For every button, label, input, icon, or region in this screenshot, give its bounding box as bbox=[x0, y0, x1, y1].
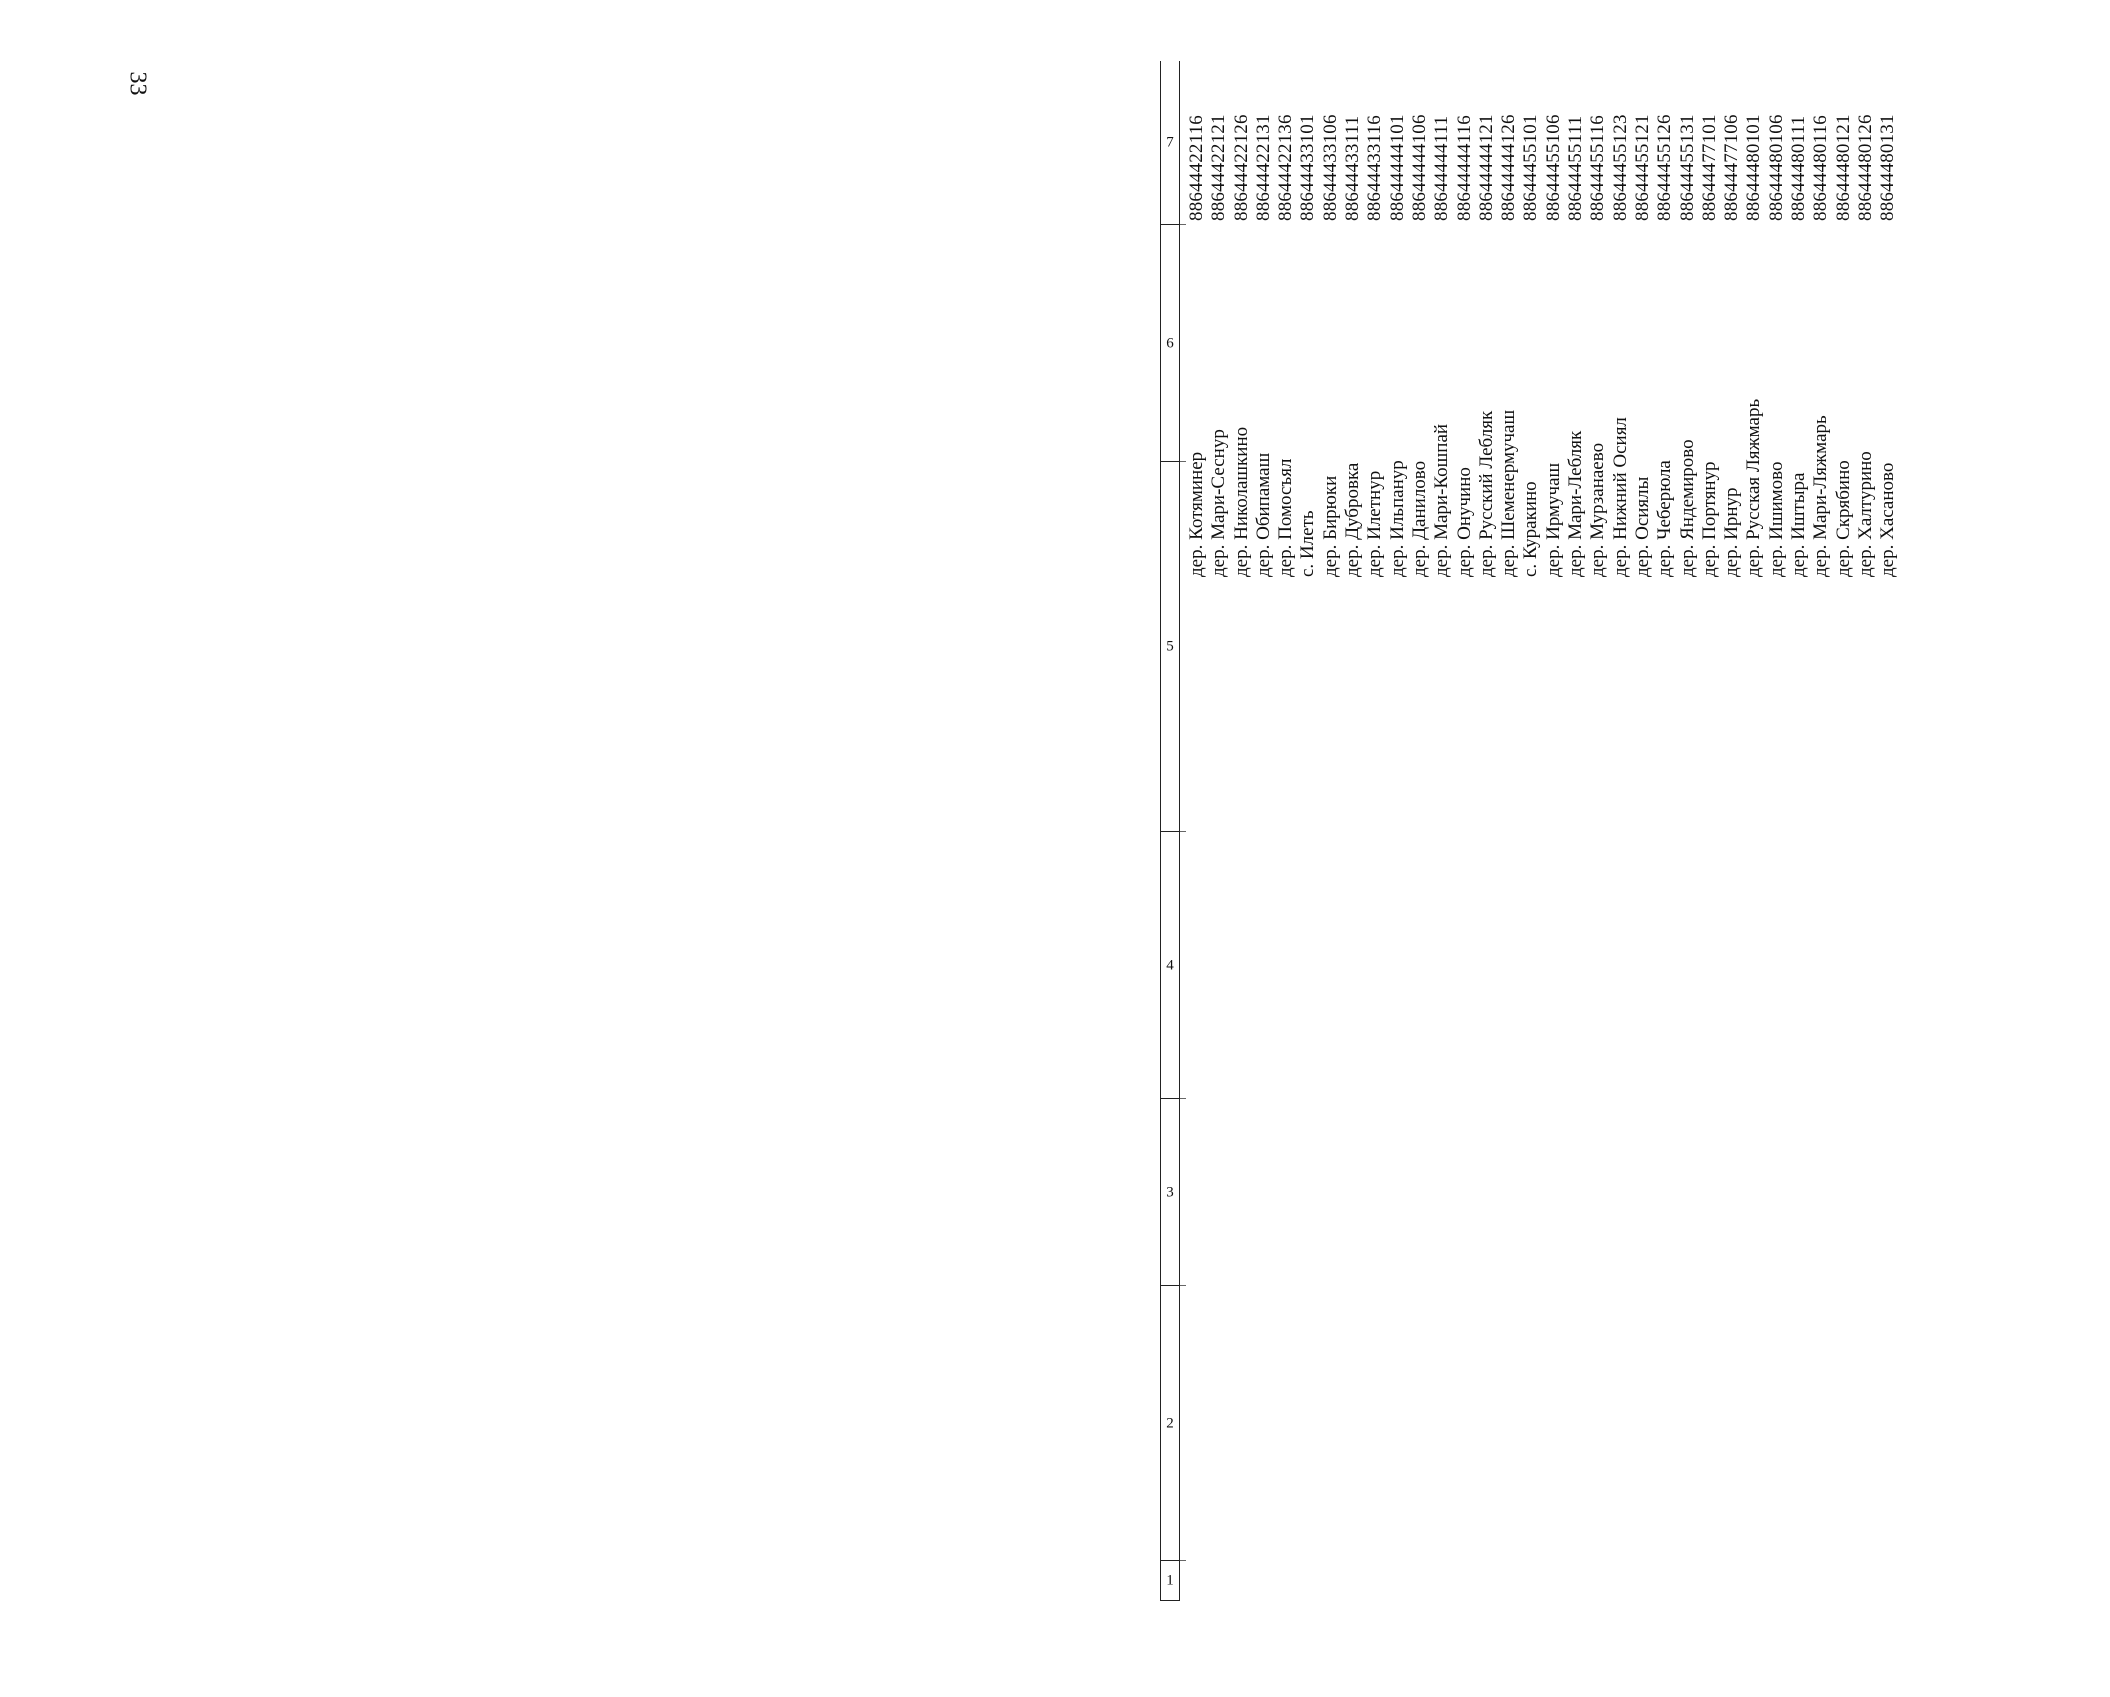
oktmo-code: 88644480106 bbox=[1765, 114, 1787, 221]
oktmo-code: 88644455111 bbox=[1565, 115, 1587, 221]
table-row bbox=[1208, 61, 1230, 1601]
oktmo-code: 88644455126 bbox=[1654, 114, 1676, 221]
settlement-name: дер. Дубровка bbox=[1342, 462, 1364, 577]
settlement-name: дер. Осиялы bbox=[1631, 476, 1653, 577]
oktmo-code: 88644444111 bbox=[1431, 115, 1453, 221]
settlement-name: дер. Обипамаш bbox=[1252, 452, 1274, 577]
settlements-table bbox=[1160, 61, 2110, 1601]
settlement-name: дер. Котяминер bbox=[1186, 451, 1207, 577]
oktmo-code: 88644455121 bbox=[1631, 114, 1653, 221]
settlement-name: дер. Нижний Осиял bbox=[1609, 417, 1631, 577]
settlement-name: дер. Данилово bbox=[1408, 460, 1430, 577]
settlement-name: дер. Мари-Сеснур bbox=[1208, 429, 1230, 577]
settlement-name: дер. Портянур bbox=[1698, 461, 1720, 577]
column-header-5: 5 bbox=[1161, 462, 1179, 832]
oktmo-code: 88644422126 bbox=[1230, 114, 1252, 221]
settlement-name: дер. Бирюки bbox=[1319, 475, 1341, 577]
settlement-name: дер. Мари-Ляжмарь bbox=[1810, 415, 1832, 577]
table-row bbox=[1810, 61, 1832, 1601]
settlement-name: дер. Ирнур bbox=[1721, 487, 1743, 577]
settlement-name: дер. Илетнур bbox=[1364, 470, 1386, 577]
settlement-name: дер. Николашкино bbox=[1230, 426, 1252, 577]
table-row bbox=[1297, 61, 1319, 1601]
table-row bbox=[1387, 61, 1409, 1601]
oktmo-code: 88644480116 bbox=[1810, 115, 1832, 221]
column-header-3: 3 bbox=[1161, 1099, 1179, 1286]
oktmo-code: 88644422136 bbox=[1275, 114, 1297, 221]
oktmo-code: 88644480126 bbox=[1854, 114, 1876, 221]
table-row bbox=[1877, 61, 1899, 1601]
oktmo-code: 88644480101 bbox=[1743, 114, 1765, 221]
table-row bbox=[1833, 61, 1855, 1601]
oktmo-code: 88644444116 bbox=[1453, 115, 1475, 221]
column-header-7: 7 bbox=[1161, 61, 1179, 225]
oktmo-code: 88644480131 bbox=[1877, 114, 1899, 221]
column-header-4: 4 bbox=[1161, 832, 1179, 1099]
settlement-name: дер. Мурзанаево bbox=[1587, 442, 1609, 577]
oktmo-code: 88644477101 bbox=[1698, 114, 1720, 221]
settlement-name: дер. Ирмучаш bbox=[1542, 462, 1564, 577]
settlement-name: дер. Халтурино bbox=[1854, 451, 1876, 577]
oktmo-code: 88644444121 bbox=[1475, 114, 1497, 221]
table-row bbox=[1186, 61, 1208, 1601]
oktmo-code: 88644455101 bbox=[1520, 114, 1542, 221]
settlement-name: дер. Мари-Кошпай bbox=[1431, 423, 1453, 577]
settlement-name: дер. Скрябино bbox=[1832, 460, 1854, 577]
table-row bbox=[1275, 61, 1297, 1601]
oktmo-code: 88644444101 bbox=[1386, 114, 1408, 221]
table-row bbox=[1677, 61, 1699, 1601]
table-row bbox=[1788, 61, 1810, 1601]
oktmo-code: 88644422131 bbox=[1252, 114, 1274, 221]
table-row bbox=[1699, 61, 1721, 1601]
table-row bbox=[1543, 61, 1565, 1601]
oktmo-code: 88644444126 bbox=[1498, 114, 1520, 221]
table-row bbox=[1320, 61, 1342, 1601]
settlement-name: дер. Ишимово bbox=[1765, 461, 1787, 577]
table-body bbox=[1186, 61, 1900, 1601]
table-row bbox=[1431, 61, 1453, 1601]
oktmo-code: 88644455116 bbox=[1587, 115, 1609, 221]
table-row bbox=[1855, 61, 1877, 1601]
settlement-name: дер. Иштыра bbox=[1788, 472, 1810, 577]
oktmo-code: 88644433106 bbox=[1319, 114, 1341, 221]
table-row bbox=[1342, 61, 1364, 1601]
oktmo-code: 88644455123 bbox=[1609, 114, 1631, 221]
column-header-2: 2 bbox=[1161, 1286, 1179, 1561]
table-row bbox=[1520, 61, 1542, 1601]
settlement-name: дер. Чеберюла bbox=[1654, 460, 1676, 577]
settlement-name: дер. Мари-Лебляк bbox=[1565, 430, 1587, 577]
table-row bbox=[1364, 61, 1386, 1601]
oktmo-code: 88644480121 bbox=[1832, 114, 1854, 221]
column-header-1: 1 bbox=[1161, 1561, 1179, 1601]
table-row bbox=[1409, 61, 1431, 1601]
settlement-name: дер. Хасаново bbox=[1877, 462, 1899, 577]
oktmo-code: 88644422116 bbox=[1186, 115, 1207, 221]
page-number: 33 bbox=[124, 71, 151, 96]
table-row bbox=[1565, 61, 1587, 1601]
oktmo-code: 88644455106 bbox=[1542, 114, 1564, 221]
oktmo-code: 88644455131 bbox=[1676, 114, 1698, 221]
table-row bbox=[1766, 61, 1788, 1601]
table-row bbox=[1743, 61, 1765, 1601]
table-row bbox=[1721, 61, 1743, 1601]
oktmo-code: 88644422121 bbox=[1208, 114, 1230, 221]
table-row bbox=[1454, 61, 1476, 1601]
column-header-6: 6 bbox=[1161, 225, 1179, 462]
table-row bbox=[1654, 61, 1676, 1601]
settlement-name: дер. Русский Лебляк bbox=[1475, 410, 1497, 577]
table-row bbox=[1610, 61, 1632, 1601]
settlement-name: с. Илеть bbox=[1297, 510, 1319, 577]
settlement-name: дер. Помосъял bbox=[1275, 458, 1297, 577]
settlement-name: дер. Ильпанур bbox=[1386, 460, 1408, 577]
table-header-row bbox=[1160, 61, 1180, 1601]
table-row bbox=[1498, 61, 1520, 1601]
settlement-name: дер. Русская Ляжмарь bbox=[1743, 398, 1765, 577]
oktmo-code: 88644477106 bbox=[1721, 114, 1743, 221]
oktmo-code: 88644433101 bbox=[1297, 114, 1319, 221]
oktmo-code: 88644444106 bbox=[1408, 114, 1430, 221]
table-row bbox=[1587, 61, 1609, 1601]
settlement-name: дер. Шеменермучаш bbox=[1498, 409, 1520, 577]
table-row bbox=[1231, 61, 1253, 1601]
settlement-name: с. Куракино bbox=[1520, 481, 1542, 577]
oktmo-code: 88644480111 bbox=[1788, 115, 1810, 221]
oktmo-code: 88644433116 bbox=[1364, 115, 1386, 221]
settlement-name: дер. Онучино bbox=[1453, 467, 1475, 577]
table-row bbox=[1253, 61, 1275, 1601]
settlement-name: дер. Яндемирово bbox=[1676, 439, 1698, 577]
table-row bbox=[1476, 61, 1498, 1601]
table-row bbox=[1632, 61, 1654, 1601]
oktmo-code: 88644433111 bbox=[1342, 115, 1364, 221]
